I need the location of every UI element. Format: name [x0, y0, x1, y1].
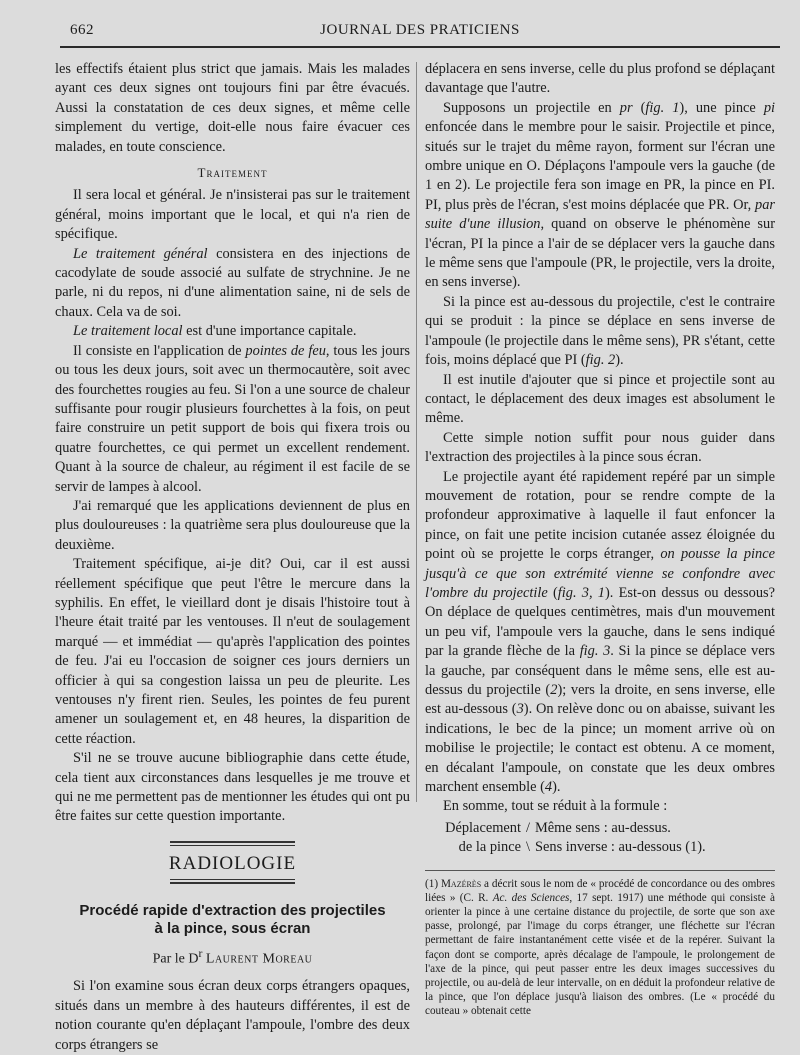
article-title-line: à la pince, sous écran [154, 920, 311, 938]
paragraph: En somme, tout se réduit à la formule : [443, 798, 668, 815]
column-divider [416, 62, 417, 802]
byline-prefix: Par le D [152, 951, 199, 967]
byline [55, 944, 410, 969]
author-name: Laurent Moreau [205, 951, 313, 967]
emphasis: 2 [550, 682, 558, 698]
formula-row [425, 838, 775, 857]
text: ). Est-on dessus ou dessous? On déplace de quelques centimètres, mais d'un mouvement un peu vif, l'ampoule vers la gauche, dans le sens indiqué par la grande flèche de la [425, 584, 775, 660]
emphasis: fig. 3 [579, 643, 611, 660]
paragraph [425, 468, 775, 798]
paragraph [55, 342, 410, 497]
text: ( [632, 99, 646, 116]
formula [425, 819, 775, 858]
journal-title: JOURNAL DES PRATICIENS [320, 22, 520, 38]
text: ( [547, 584, 558, 601]
footnote-author: Mazérès [440, 877, 482, 890]
text: est d'une importance capitale. [182, 323, 357, 340]
paragraph: Cette simple notion suffit pour nous guider dans l'extraction des projectiles à la pince sous écran. [425, 429, 775, 466]
text: consistera en des injections de cacodylate de soude associé au sulfate de strychnine. Je ne parle, ni du repos, ni d'une alimentation saine, ni de sels de chaux. Cela va de soi. [55, 245, 410, 320]
emphasis: Le traitement local [73, 323, 183, 340]
text: , tous les jours ou tous les deux jours, soit avec un thermocautère, soit avec des fourchettes rougies au feu. Si l'on a une source de chaleur suffisante pour rougir plusieurs fourchettes à la fois, on peut faire construire un petit support de bois qui fixera trois ou quatre fourchettes, ce qui permet un excellent rendement. Quant à la source de chaleur, au régiment il est facile de se servir de lampes à alcool. [55, 342, 410, 495]
page-number: 662 [70, 22, 94, 38]
left-column [55, 60, 410, 1055]
text: Supposons un projectile en [443, 99, 620, 116]
text: Si la pince est au-dessous du projectile, c'est le contraire qui se produit : la pince se déplace en sens inverse de l'ampoule (le projectile dans le même sens), PR s'étant, cette fois, moins déplacé que PI ( [425, 293, 775, 369]
paragraph: S'il ne se trouve aucune bibliographie dans cette étude, cela tient aux circonstances dans lesquelles je me trouve et qui ne me permettent pas de mentionner les études qui ont pu être faites sur cette question importante. [55, 750, 410, 825]
article-title-line: Procédé rapide d'extraction des projectiles [79, 902, 386, 920]
emphasis: pr [619, 99, 633, 116]
emphasis: pi [763, 99, 776, 116]
paragraph: J'ai remarqué que les applications deviennent de plus en plus douloureuses : la quatrième sera plus douloureuse que la deuxième. [55, 497, 410, 553]
text: ). [615, 352, 624, 369]
text: ). On relève donc ou on abaisse, suivant les indications, le bec de la pince; un moment arrive où on mobilise le projectile; le contact est obtenu. A ce moment, en décalant l'ampoule, on constate que les deux ombres marchent ensemble ( [425, 701, 776, 796]
section-rule [170, 882, 295, 884]
page-header [60, 22, 780, 44]
text: enfoncée dans le membre pour le saisir. Projectile et pince, situés sur le trajet du même rayon, forment sur l'écran une ombre unique en O. Déplaçons l'ampoule vers la gauche (de 1 en 2). Le projectile fera son image en PR, la pince en PI. PI, plus près de l'écran, s'est moins déplacée que PR. Or, [425, 119, 775, 213]
byline-superscript: r [198, 947, 203, 961]
paragraph: les effectifs étaient plus strict que jamais. Mais les malades ayant ces deux signes ont toujours fini par être évacués. Aussi la constatation de ces deux signes, et même celle simplement du vertige, doit-elle nous faire évacuer ces malades, en toute conscience. [55, 61, 410, 155]
paragraph [55, 322, 410, 341]
paragraph: Il est inutile d'ajouter que si pince et projectile sont au contact, le déplacement des deux images est absolument le même. [425, 371, 775, 427]
emphasis: fig. 1 [645, 99, 680, 116]
emphasis: pointes de feu [245, 342, 326, 359]
text: . Si la pince se déplace vers la gauche, par conséquent dans le même sens, elle est au-dessus du projectile ( [425, 643, 775, 698]
emphasis: fig. 3, 1 [557, 584, 606, 601]
article-title [55, 902, 410, 938]
formula-row [425, 819, 775, 838]
paragraph [425, 293, 775, 371]
emphasis: 3 [516, 701, 524, 718]
emphasis: par suite d'une illusion [425, 196, 775, 233]
formula-term: Déplacement [445, 819, 521, 836]
text: ). [552, 779, 561, 796]
paragraph: déplacera en sens inverse, celle du plus profond se déplaçant davantage que l'autre. [425, 61, 775, 97]
section-rule [170, 841, 295, 843]
formula-case: Sens inverse : au-dessous (1). [535, 839, 706, 856]
text: , 17 sept. 1917) une méthode qui consiste à orienter la pince à une certaine distance du projectile, de sorte que son axe passe, prolongé, par l'image du corps étranger, une fléchette sur l'écran permettant de faire instantanément cette visée et de la repérer. Suivant la façon dont se comporte, après décalage de l'ampoule, le prolongement de l'axe de la pince, qui peut passer entre les deux images successives du projectile, ou au-delà de leur intervalle, on en déduit la profondeur relative de la pince, que l'on déplace jusqu'à liaison des ombres. (Le « procédé du couteau » obtenait cette [425, 891, 775, 1018]
text: ), une pince [679, 99, 764, 116]
text: a décrit sous le nom de « procédé de concordance ou des ombres liées » (C. R. [425, 877, 776, 904]
brace-glyph: \ [526, 839, 530, 856]
text: , quand on observe le phénomène sur l'écran, PI la pince a l'air de se déplacer vers la gauche dans le même sens que l'ampoule (PR, le projectile, vers la droite, en sens inverse). [425, 216, 775, 291]
brace-glyph: / [526, 819, 530, 836]
text: Le projectile ayant été rapidement repéré par un simple mouvement de rotation, pour se rendre compte de la profondeur approximative à laquelle il faut enfoncer la pince, on fait une petite incision cutanée assez éloignée du point où se projette le corps étranger, [425, 468, 775, 563]
right-column [425, 60, 775, 1019]
formula-case: Même sens : au-dessus. [535, 819, 671, 836]
header-rule [60, 46, 780, 48]
emphasis: on pousse la pince jusqu'à ce que son extrémité vienne se confondre avec l'ombre du projectile [425, 546, 775, 601]
footnote [425, 877, 775, 1019]
section-rule [170, 879, 295, 880]
footnote-number: (1) [425, 877, 441, 890]
emphasis: 4 [544, 779, 553, 796]
paragraph: Si l'on examine sous écran deux corps étrangers opaques, situés dans un membre à des hauteurs différentes, il est de notion courante qu'en déplaçant l'ampoule, l'ombre des deux corps étrangers se [55, 978, 410, 1053]
emphasis: Ac. des Sciences [492, 891, 570, 904]
section-rule [170, 845, 295, 846]
emphasis: Le traitement général [73, 245, 208, 262]
text: Il consiste en l'application de [73, 342, 246, 359]
emphasis: fig. 2 [585, 352, 616, 369]
formula-term: de la pince [458, 839, 521, 856]
section-heading-radiologie: RADIOLOGIE [168, 852, 297, 874]
text: ); vers la droite, en sens inverse, elle est au-dessous ( [425, 682, 775, 718]
footnote-rule [425, 870, 775, 871]
section-heading-traitement: Traitement [197, 165, 268, 181]
paragraph: Traitement spécifique, ai-je dit? Oui, car il est aussi réellement spécifique que peut l'être le mercure dans la syphilis. En effet, le vieillard dont je disais l'histoire tout à l'heure était traité par les ventouses. Il n'eut de soulagement marqué — et immédiat — qu'après l'application des pointes de feu. J'ai eu l'occasion de soigner ces jours derniers un officier à qui sa congestion laissa un peu de pleurite. Les ventouses n'y firent rien. Seules, les pointes de feu purent amener un soulagement et, en 48 heures, la disparition de cette réaction. [55, 556, 410, 747]
paragraph [55, 245, 410, 323]
paragraph [425, 99, 775, 293]
paragraph: Il sera local et général. Je n'insisterai pas sur le traitement général, moins important que le local, et qui n'a rien de spécifique. [55, 187, 410, 243]
